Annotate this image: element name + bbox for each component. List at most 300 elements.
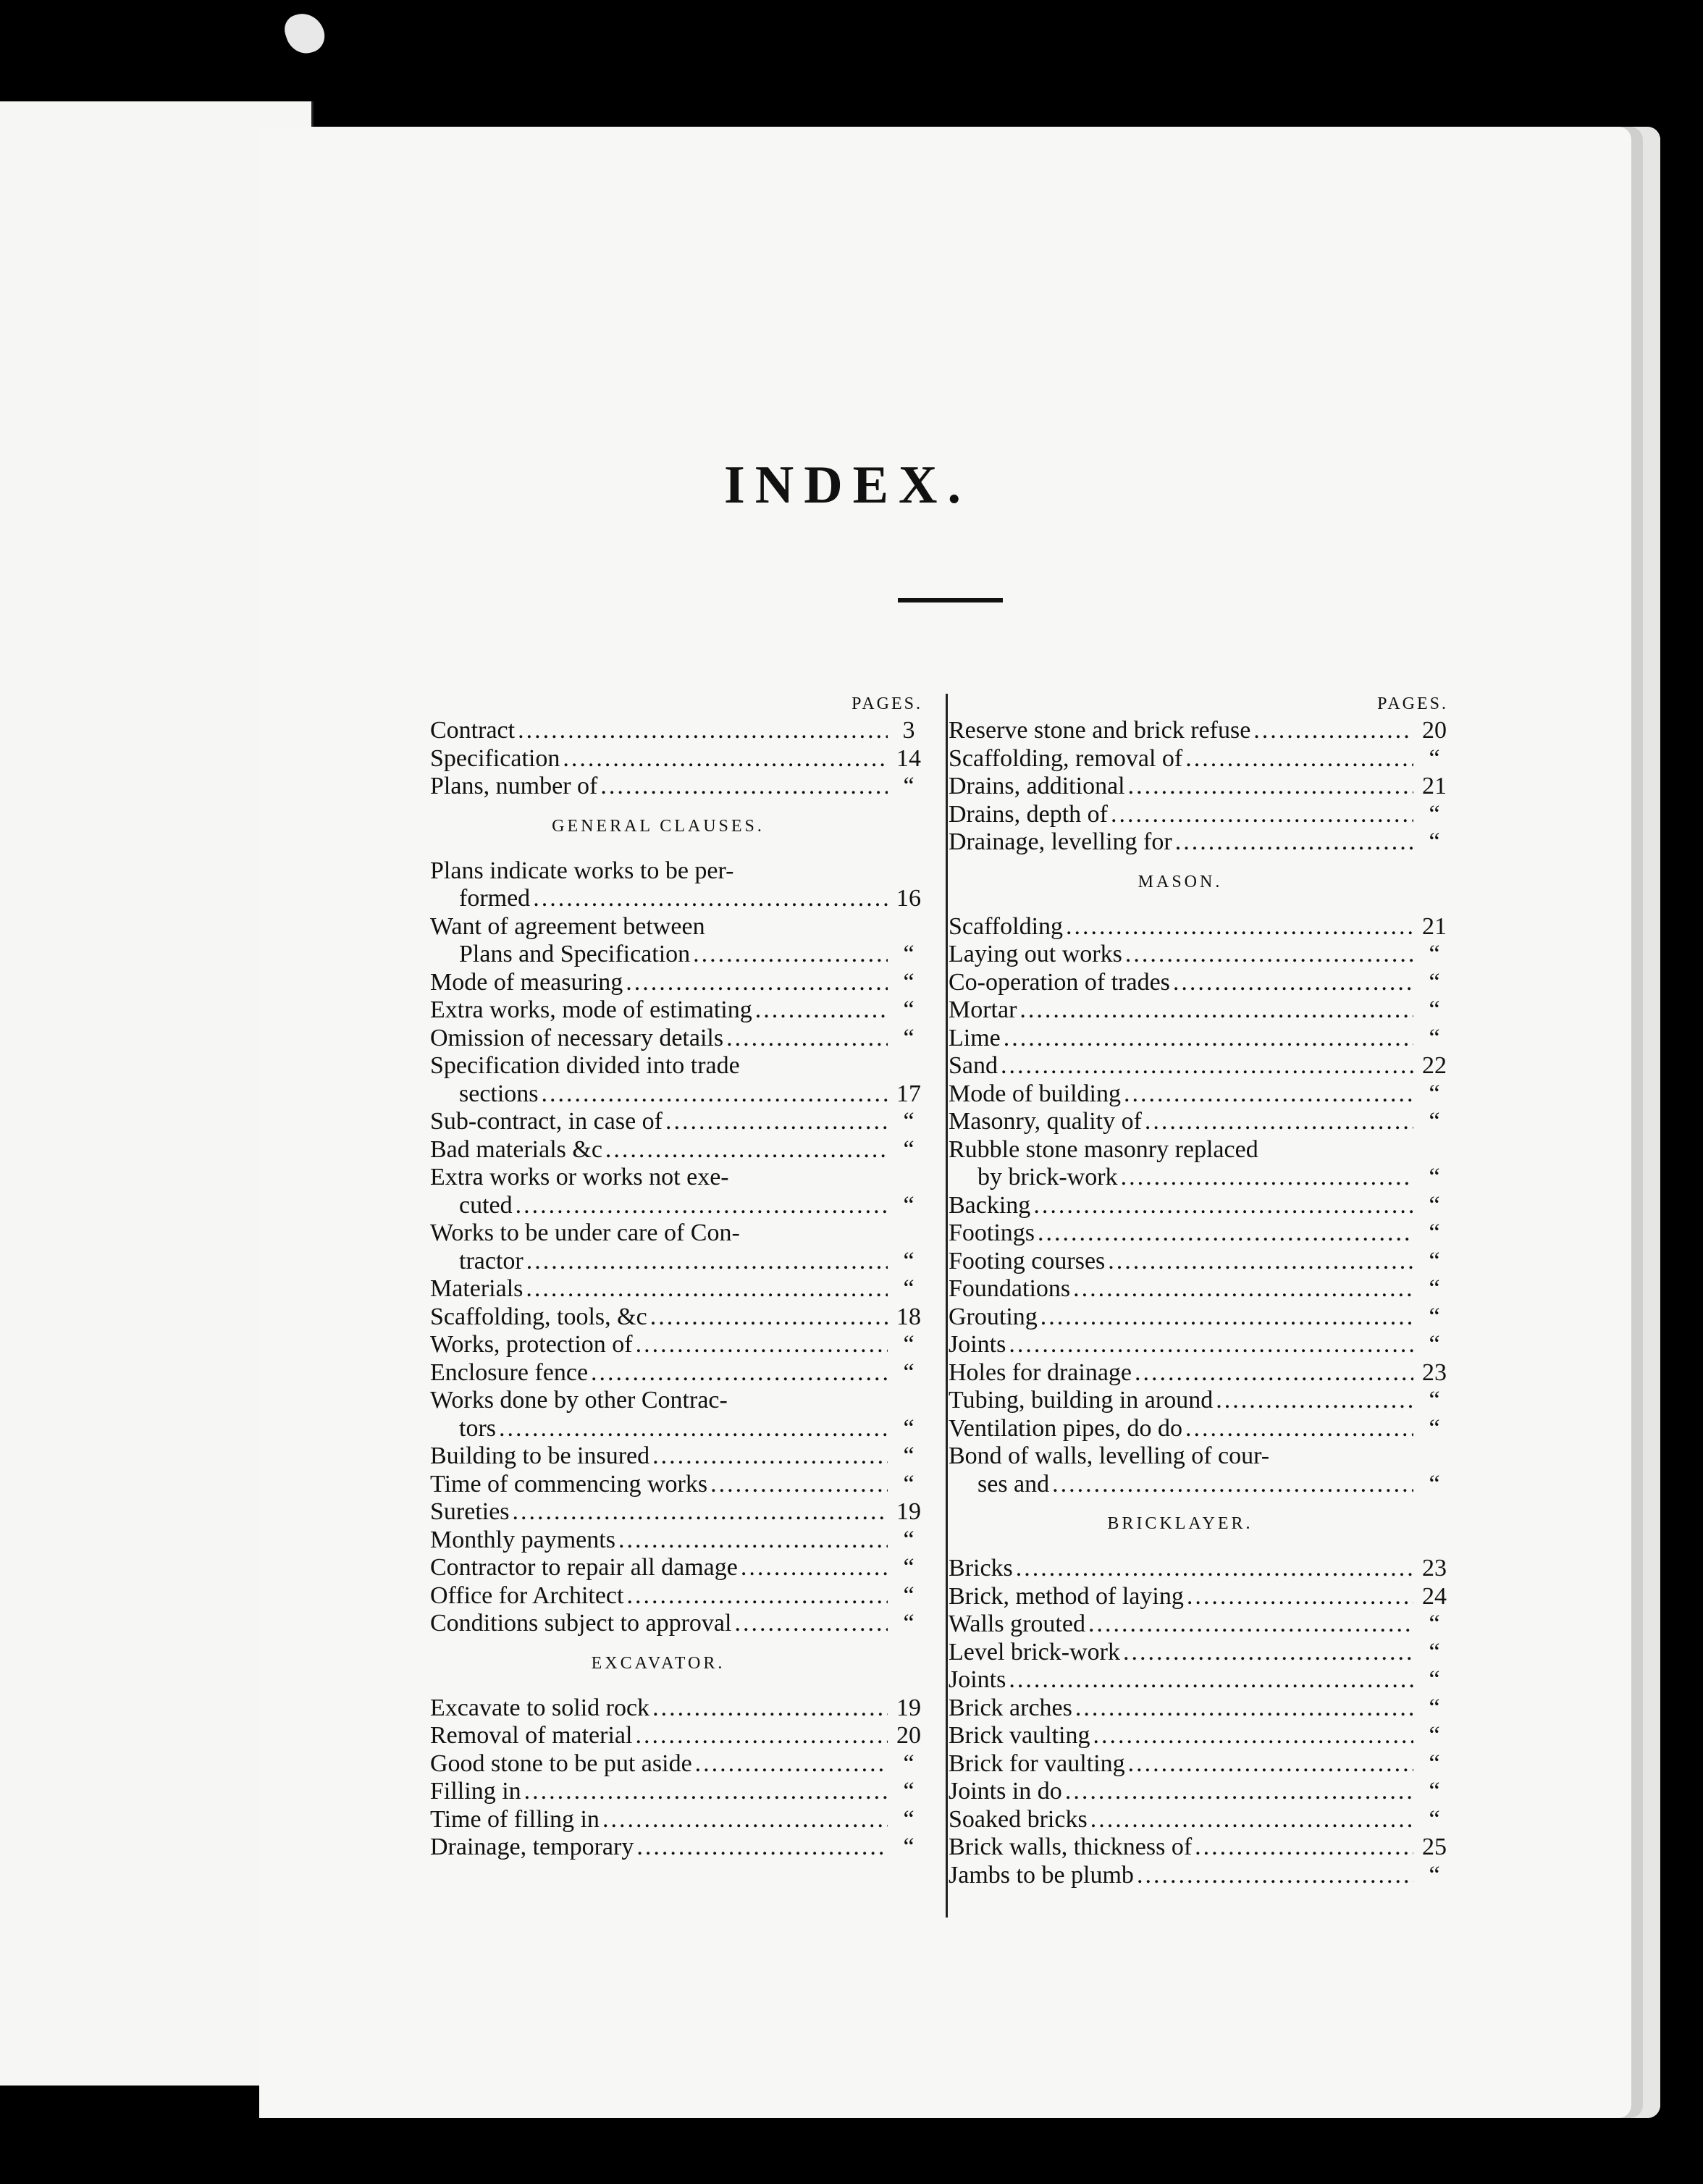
index-entry-text: Time of commencing works (430, 1470, 708, 1498)
index-entry (430, 1415, 930, 1443)
index-entry (949, 1136, 1455, 1164)
index-entry (430, 1219, 930, 1248)
dot-leader (597, 773, 888, 801)
index-entry (430, 1052, 930, 1080)
dot-leader (1072, 1694, 1413, 1723)
dot-leader (1122, 941, 1413, 969)
dot-leader (632, 1722, 888, 1750)
index-entry-page: “ (903, 996, 914, 1023)
index-entry-page: “ (903, 1778, 914, 1805)
index-entry-page: “ (1429, 1610, 1440, 1637)
general-entries (430, 857, 930, 1638)
index-entry-text: Bond of walls, levelling of cour- (949, 1442, 1270, 1469)
index-entry (430, 1303, 930, 1332)
bricklayer-entries (949, 1555, 1455, 1889)
index-entry (430, 857, 930, 886)
index-entry-page: “ (903, 1024, 914, 1051)
index-entry-text: Scaffolding (949, 912, 1064, 940)
dot-leader (1121, 1080, 1413, 1109)
index-entry (430, 1526, 930, 1555)
index-entry-page: “ (1429, 1303, 1440, 1330)
index-entry (949, 1052, 1455, 1080)
index-entry-page: “ (903, 1805, 914, 1833)
dot-leader (1132, 1359, 1413, 1387)
index-entry-text: Sub-contract, in case of (430, 1108, 663, 1135)
index-entry (430, 1778, 930, 1806)
index-entry-text: Joints in do (949, 1778, 1062, 1805)
index-entry-text: Joints (949, 1666, 1006, 1693)
dot-leader (1001, 1025, 1413, 1053)
index-entry-text: Sand (949, 1052, 998, 1079)
index-entry-text: Drainage, levelling for (949, 828, 1172, 855)
dot-leader (1108, 801, 1413, 829)
index-entry-page: 20 (1422, 717, 1447, 744)
index-entry-text: Bad materials &c (430, 1135, 602, 1163)
index-entry (430, 913, 930, 941)
index-entry-page: “ (1429, 1805, 1440, 1833)
dot-leader (1085, 1610, 1413, 1639)
dot-leader (1006, 1666, 1413, 1694)
index-entry-page: “ (1429, 968, 1440, 996)
index-entry-text: Contractor to repair all damage (430, 1554, 738, 1581)
index-entry (949, 717, 1455, 745)
index-entry-page: “ (903, 968, 914, 996)
index-entry-page: “ (903, 941, 914, 967)
index-entry (430, 1498, 930, 1526)
dot-leader (1182, 745, 1413, 773)
dot-leader (633, 1331, 888, 1359)
index-entry-page: 16 (896, 885, 921, 912)
index-entry-text: Monthly payments (430, 1526, 615, 1553)
index-entry (949, 745, 1455, 773)
dot-leader (1090, 1722, 1413, 1750)
dot-leader (738, 1554, 888, 1582)
index-entry-text: ses and (977, 1470, 1050, 1498)
index-entry (430, 996, 930, 1025)
section-heading-bricklayer: BRICKLAYER. (1107, 1514, 1253, 1533)
index-entry (949, 1610, 1455, 1639)
index-entry (430, 1806, 930, 1834)
index-entry-text: Foundations (949, 1275, 1071, 1302)
dot-leader (692, 1750, 888, 1778)
index-entry-text: Joints (949, 1331, 1006, 1358)
index-entry (949, 1639, 1455, 1667)
dot-leader (690, 941, 888, 969)
index-entry-text: Sureties (430, 1498, 510, 1525)
dot-leader (1250, 717, 1413, 745)
index-entry (949, 1750, 1455, 1778)
dot-leader (1184, 1583, 1413, 1611)
index-entry-text: Want of agreement between (430, 912, 705, 940)
index-entry-page: “ (903, 1582, 914, 1609)
index-entry (430, 941, 930, 969)
index-entry-text: Conditions subject to approval (430, 1610, 732, 1637)
index-entry-page: 3 (902, 717, 915, 744)
index-entry-page: “ (903, 1470, 914, 1498)
index-entry (430, 1331, 930, 1359)
index-entry-page: “ (1429, 1331, 1440, 1358)
pages-label: PAGES. (852, 694, 922, 713)
index-entry-text: Filling in (430, 1778, 521, 1805)
index-entry-page: “ (1429, 800, 1440, 828)
index-entry-text: sections (459, 1080, 539, 1107)
dot-leader (1070, 1275, 1413, 1303)
index-entry-text: Building to be insured (430, 1442, 650, 1469)
index-entry (430, 1471, 930, 1499)
index-entry (430, 1834, 930, 1862)
index-entry (949, 969, 1455, 997)
column-divider (946, 694, 948, 1918)
index-entry (949, 1219, 1455, 1248)
index-entry (949, 1415, 1455, 1443)
index-entry-text: Level brick-work (949, 1638, 1120, 1666)
index-entry-text: Brick arches (949, 1694, 1072, 1721)
index-entry-text: Enclosure fence (430, 1358, 589, 1386)
dot-leader (649, 1694, 888, 1723)
index-entry (430, 1080, 930, 1109)
index-entry-text: Plans, number of (430, 773, 598, 799)
page-title: INDEX. (724, 455, 971, 515)
dot-leader (515, 717, 888, 745)
index-entry (949, 1108, 1455, 1136)
index-entry (430, 1192, 930, 1220)
section-heading-excavator: EXCAVATOR. (591, 1653, 726, 1673)
dot-leader (1172, 828, 1413, 857)
index-entry (430, 1387, 930, 1415)
index-entry-text: Bricks (949, 1555, 1013, 1582)
dot-leader (530, 885, 888, 913)
index-entry-text: Office for Architect (430, 1582, 624, 1609)
dot-leader (1120, 1639, 1413, 1667)
dot-leader (707, 1471, 888, 1499)
index-entry-text: Rubble stone masonry replaced (949, 1135, 1258, 1163)
index-entry (949, 801, 1455, 829)
index-entry-page: “ (1429, 1470, 1440, 1498)
index-entry-page: 22 (1422, 1052, 1447, 1079)
index-entry (430, 969, 930, 997)
index-entry-page: “ (1429, 1861, 1440, 1889)
index-entry (949, 1192, 1455, 1220)
index-entry-page: “ (903, 1526, 914, 1553)
dot-leader (539, 1080, 888, 1109)
index-entry-text: Works to be under care of Con- (430, 1219, 740, 1246)
index-entry-page: 20 (896, 1722, 921, 1749)
index-entry-text: Contract (430, 717, 516, 744)
index-entry-text: Soaked bricks (949, 1805, 1088, 1833)
index-entry-text: Good stone to be put aside (430, 1750, 692, 1777)
index-entry (949, 1834, 1455, 1862)
index-entry (430, 1554, 930, 1582)
index-entry (949, 1275, 1455, 1303)
index-entry (949, 1722, 1455, 1750)
index-entry-page: “ (903, 1108, 914, 1135)
index-entry-page: “ (1429, 1387, 1440, 1414)
index-entry-page: 17 (896, 1080, 921, 1107)
index-entry-text: Co-operation of trades (949, 968, 1170, 996)
index-entry (949, 1862, 1455, 1890)
dot-leader (623, 969, 888, 997)
index-entry (949, 1694, 1455, 1723)
dot-leader (1006, 1331, 1413, 1359)
index-entry (430, 1582, 930, 1610)
dot-leader (1105, 1248, 1413, 1276)
index-entry (430, 745, 930, 773)
index-entry-page: 25 (1422, 1834, 1447, 1860)
dot-leader (1035, 1219, 1413, 1248)
index-entry-text: by brick-work (977, 1164, 1118, 1190)
dot-leader (600, 1806, 888, 1834)
index-entry-text: Drains, additional (949, 773, 1125, 799)
dot-leader (649, 1442, 888, 1471)
dot-leader (523, 1275, 888, 1303)
index-entry-text: Laying out works (949, 941, 1122, 967)
index-entry-page: “ (1429, 1778, 1440, 1805)
index-entry-page: “ (903, 1414, 914, 1442)
dot-leader (1118, 1164, 1413, 1192)
index-entry-page: “ (903, 1610, 914, 1637)
index-entry (949, 1359, 1455, 1387)
index-entry-page: 19 (896, 1498, 921, 1525)
index-entry (949, 1164, 1455, 1192)
index-entry-text: Brick vaulting (949, 1722, 1090, 1749)
index-entry-text: Excavate to solid rock (430, 1694, 650, 1721)
dot-leader (615, 1526, 888, 1555)
index-entry-page: “ (1429, 1108, 1440, 1135)
index-entry-page: “ (1429, 941, 1440, 967)
dot-leader (731, 1610, 888, 1638)
index-entry (949, 1806, 1455, 1834)
dot-leader (1125, 1750, 1413, 1778)
index-entry (430, 1136, 930, 1164)
index-entry-text: Mortar (949, 996, 1017, 1023)
index-entry-page: “ (1429, 1080, 1440, 1107)
dot-leader (560, 745, 888, 773)
index-entry-page: “ (1429, 1164, 1440, 1190)
index-entry (430, 773, 930, 801)
index-entry-text: Ventilation pipes, do do (949, 1414, 1182, 1442)
index-entry (949, 1080, 1455, 1109)
index-entry-page: 24 (1422, 1582, 1447, 1610)
index-entry-text: Scaffolding, removal of (949, 744, 1183, 772)
index-entry-text: Footing courses (949, 1247, 1106, 1274)
index-entry-page: “ (903, 1750, 914, 1777)
index-entry-page: “ (1429, 1219, 1440, 1246)
index-entry-text: formed (459, 885, 531, 912)
index-entry-page: “ (1429, 1247, 1440, 1274)
dot-leader (510, 1498, 888, 1526)
index-entry-text: Works, protection of (430, 1331, 633, 1358)
index-entry-text: Reserve stone and brick refuse (949, 717, 1251, 744)
index-entry-page: “ (1429, 1024, 1440, 1051)
index-entry-text: Mode of building (949, 1080, 1121, 1107)
index-entry-text: Brick, method of laying (949, 1582, 1184, 1610)
index-entry-page: “ (1429, 1750, 1440, 1777)
dot-leader (1170, 969, 1413, 997)
dot-leader (1142, 1108, 1413, 1136)
dot-leader (513, 1192, 888, 1220)
index-entry-page: “ (903, 1554, 914, 1581)
index-entry (430, 1275, 930, 1303)
dot-leader (752, 996, 888, 1025)
dot-leader (1125, 773, 1413, 801)
index-entry-page: “ (903, 1135, 914, 1163)
top-entries-right (949, 717, 1455, 857)
index-entry-text: Lime (949, 1024, 1001, 1051)
index-entry-text: Mode of measuring (430, 968, 623, 996)
index-entry (949, 1442, 1455, 1471)
index-entry-text: Extra works or works not exe- (430, 1164, 729, 1190)
index-entry-page: 23 (1422, 1358, 1447, 1386)
index-entry-page: “ (1429, 828, 1440, 855)
dot-leader (1063, 913, 1413, 941)
mason-entries (949, 913, 1455, 1499)
index-entry-text: cuted (459, 1191, 513, 1219)
index-entry-text: Removal of material (430, 1722, 633, 1749)
index-entry-page: “ (1429, 1638, 1440, 1666)
index-entry-text: Backing (949, 1191, 1031, 1219)
index-entry (430, 1248, 930, 1276)
dot-leader (588, 1359, 888, 1387)
index-entry (430, 885, 930, 913)
dot-leader (521, 1778, 888, 1806)
index-entry-text: Grouting (949, 1303, 1038, 1330)
index-entry-text: Drains, depth of (949, 800, 1109, 828)
index-entry (949, 773, 1455, 801)
index-entry-text: Brick walls, thickness of (949, 1834, 1193, 1860)
excavator-entries (430, 1694, 930, 1862)
index-entry-page: 14 (896, 744, 921, 772)
dot-leader (1038, 1303, 1413, 1332)
index-entry (949, 1303, 1455, 1332)
index-entry-text: Works done by other Contrac- (430, 1387, 728, 1414)
section-heading-general: GENERAL CLAUSES. (552, 816, 765, 836)
index-entry-text: Extra works, mode of estimating (430, 996, 752, 1023)
index-entry (430, 1610, 930, 1638)
index-entry-page: 21 (1422, 912, 1447, 940)
dot-leader (496, 1415, 888, 1443)
dot-leader (723, 1025, 888, 1053)
index-entry-page: “ (1429, 1275, 1440, 1302)
index-entry (430, 717, 930, 745)
index-entry-page: “ (1429, 1414, 1440, 1442)
index-entry-text: Specification divided into trade (430, 1052, 740, 1079)
dot-leader (523, 1248, 888, 1276)
index-entry-page: 21 (1422, 773, 1447, 799)
index-entry-page: “ (1429, 1191, 1440, 1219)
section-heading-mason: MASON. (1138, 872, 1223, 891)
index-entry-text: Masonry, quality of (949, 1108, 1142, 1135)
pages-label: PAGES. (1377, 694, 1448, 713)
index-entry-page: 19 (896, 1694, 921, 1721)
index-entry-page: “ (903, 1275, 914, 1302)
index-entry (949, 996, 1455, 1025)
index-entry (949, 828, 1455, 857)
index-entry (949, 913, 1455, 941)
dot-leader (1062, 1778, 1413, 1806)
index-entry (949, 1025, 1455, 1053)
index-entry (949, 1248, 1455, 1276)
index-entry-text: Plans and Specification (459, 941, 691, 967)
dot-leader (1192, 1834, 1413, 1862)
index-entry (430, 1108, 930, 1136)
index-entry-text: Time of filling in (430, 1805, 600, 1833)
index-entry-text: Plans indicate works to be per- (430, 857, 734, 884)
index-entry-page: “ (1429, 1666, 1440, 1693)
index-entry (949, 1778, 1455, 1806)
dot-leader (1213, 1387, 1413, 1415)
index-entry-page: “ (903, 1247, 914, 1274)
dot-leader (663, 1108, 888, 1136)
index-column-left (430, 695, 930, 1862)
dot-leader (647, 1303, 888, 1332)
index-entry-text: Materials (430, 1275, 523, 1302)
index-entry-text: Footings (949, 1219, 1035, 1246)
index-entry (430, 1750, 930, 1778)
top-entries-left (430, 717, 930, 801)
index-entry-text: Brick for vaulting (949, 1750, 1125, 1777)
index-entry (949, 1666, 1455, 1694)
dot-leader (623, 1582, 888, 1610)
dot-leader (1049, 1471, 1413, 1499)
index-entry-page: “ (903, 773, 914, 799)
index-entry (949, 1331, 1455, 1359)
index-entry-text: Drainage, temporary (430, 1834, 634, 1860)
dot-leader (634, 1834, 888, 1862)
index-entry-page: “ (903, 1834, 914, 1860)
index-entry-page: “ (903, 1191, 914, 1219)
index-entry-text: Scaffolding, tools, &c (430, 1303, 647, 1330)
index-entry (949, 1387, 1455, 1415)
index-entry (430, 1359, 930, 1387)
index-entry-text: Omission of necessary details (430, 1024, 724, 1051)
index-entry (949, 1555, 1455, 1583)
index-entry-page: 23 (1422, 1555, 1447, 1582)
dot-leader (1013, 1555, 1413, 1583)
index-entry-page: 18 (896, 1303, 921, 1330)
index-entry-page: “ (1429, 1722, 1440, 1749)
index-entry-text: Walls grouted (949, 1610, 1085, 1637)
index-entry (949, 1583, 1455, 1611)
index-entry-page: “ (1429, 1694, 1440, 1721)
index-entry (430, 1025, 930, 1053)
index-entry (430, 1442, 930, 1471)
index-entry-text: tors (459, 1414, 496, 1442)
index-entry-text: Jambs to be plumb (949, 1861, 1134, 1889)
dot-leader (1030, 1192, 1413, 1220)
index-entry (430, 1164, 930, 1192)
dot-leader (1134, 1862, 1413, 1890)
index-column-right (949, 695, 1455, 1889)
index-entry-text: Tubing, building in around (949, 1387, 1214, 1414)
index-entry (949, 941, 1455, 969)
dot-leader (1182, 1415, 1413, 1443)
index-entry (430, 1694, 930, 1723)
ink-blot (281, 8, 329, 58)
index-entry (430, 1722, 930, 1750)
index-entry-text: Holes for drainage (949, 1358, 1132, 1386)
dot-leader (998, 1052, 1413, 1080)
dot-leader (1088, 1806, 1413, 1834)
index-entry-page: “ (903, 1442, 914, 1469)
index-entry-page: “ (1429, 996, 1440, 1023)
index-entry-page: “ (1429, 744, 1440, 772)
index-entry-page: “ (903, 1331, 914, 1358)
title-rule (898, 598, 1003, 602)
dot-leader (602, 1136, 888, 1164)
index-entry-page: “ (903, 1358, 914, 1386)
index-entry (949, 1471, 1455, 1499)
index-entry-text: Specification (430, 744, 560, 772)
